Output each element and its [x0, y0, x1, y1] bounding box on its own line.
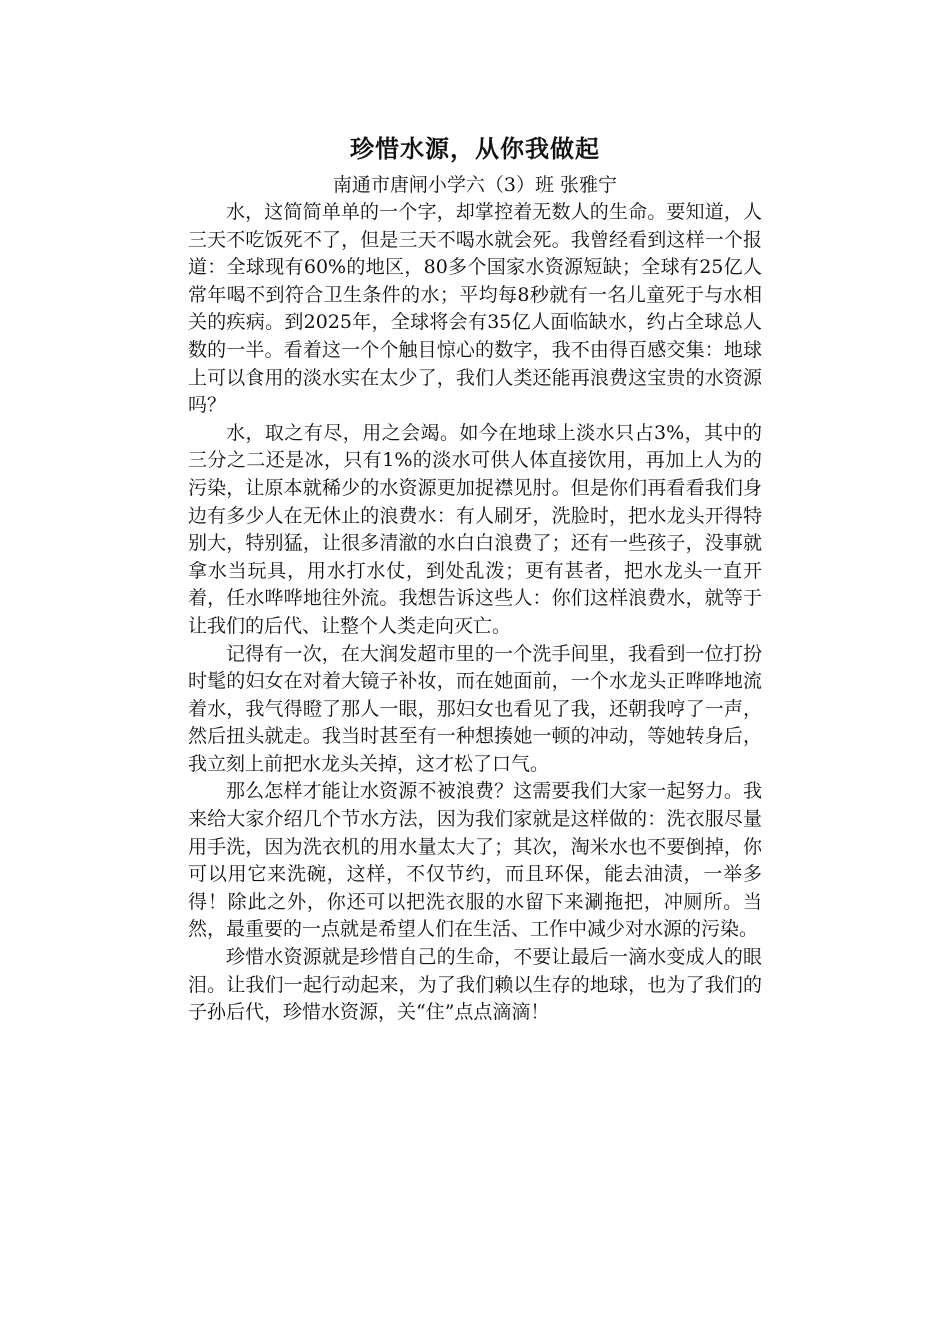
paragraph-3: 记得有一次，在大润发超市里的一个洗手间里，我看到一位打扮时髦的妇女在对着大镜子补妆，而在她面前，一个水龙头正哗哗地流着水，我气得瞪了那人一眼，那妇女也看见了我，还朝我哼了一声，然后扭头就走。我当时甚至有一种想揍她一顿的冲动，等她转身后，我立刻上前把水龙头关掉，这才松了口气。 [188, 642, 762, 775]
document-body [188, 199, 762, 1027]
paragraph-1: 水，这简简单单的一个字，却掌控着无数人的生命。要知道，人三天不吃饭死不了，但是三天不喝水就会死。我曾经看到这样一个报道：全球现有60%的地区，80多个国家水资源短缺；全球有25亿人常年喝不到符合卫生条件的水；平均每8秒就有一名儿童死于与水相关的疾病。到2025年，全球将会有35亿人面临缺水，约占全球总人数的一半。看着这一个个触目惊心的数字，我不由得百感交集：地球上可以食用的淡水实在太少了，我们人类还能再浪费这宝贵的水资源吗？ [188, 201, 762, 417]
author-line: 南通市唐闸小学六（3）班 张雅宁 [332, 174, 618, 196]
paragraph-2: 水，取之有尽，用之会竭。如今在地球上淡水只占3%，其中的三分之二还是冰，只有1%的淡水可供人体直接饮用，再加上人为的污染，让原本就稀少的水资源更加捉襟见肘。但是你们再看看我们身边有多少人在无休止的浪费水：有人刷牙，洗脸时，把水龙头开得特别大，特别猛，让很多清澈的水白白浪费了；还有一些孩子，没事就拿水当玩具，用水打水仗，到处乱泼；更有甚者，把水龙头一直开着，任水哗哗地往外流。我想告诉这些人：你们这样浪费水，就等于让我们的后代、让整个人类走向灭亡。 [188, 421, 762, 637]
paragraph-4: 那么怎样才能让水资源不被浪费？这需要我们大家一起努力。我来给大家介绍几个节水方法，因为我们家就是这样做的：洗衣服尽量用手洗，因为洗衣机的用水量太大了；其次，淘米水也不要倒掉，你可以用它来洗碗，这样，不仅节约，而且环保，能去油渍，一举多得！除此之外，你还可以把洗衣服的水留下来涮拖把，冲厕所。当然，最重要的一点就是希望人们在生活、工作中减少对水源的污染。 [188, 780, 762, 941]
document-title: 珍惜水源，从你我做起 [350, 135, 600, 163]
paragraph-5: 珍惜水资源就是珍惜自己的生命，不要让最后一滴水变成人的眼泪。让我们一起行动起来，为了我们赖以生存的地球，也为了我们的 子孙后代，珍惜水资源，关“住”点点滴滴！ [188, 946, 762, 1024]
